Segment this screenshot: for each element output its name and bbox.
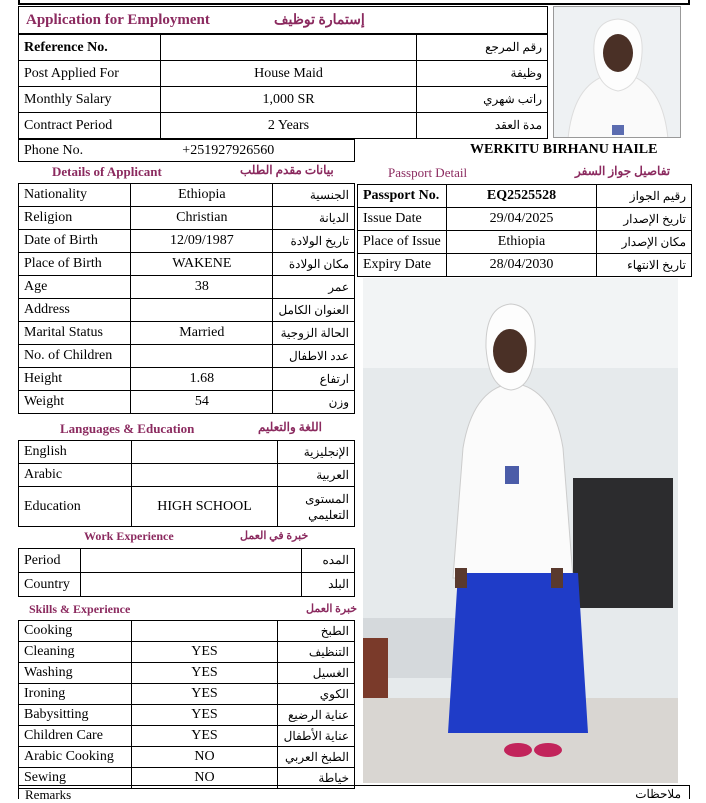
cleaning-value: YES bbox=[132, 642, 278, 663]
phone-label: Phone No. bbox=[19, 140, 103, 162]
country-value bbox=[81, 573, 302, 597]
table-row bbox=[19, 299, 355, 322]
address-label: Address bbox=[19, 299, 131, 322]
details-title-en: Details of Applicant bbox=[52, 164, 162, 179]
table-row bbox=[19, 642, 355, 663]
washing-label: Washing bbox=[19, 663, 132, 684]
passport-no-ar: رقيم الجواز bbox=[597, 185, 692, 208]
height-ar: ارتفاع bbox=[273, 368, 355, 391]
full-body-photo bbox=[363, 278, 678, 783]
table-row bbox=[19, 726, 355, 747]
passport-no-label: Passport No. bbox=[358, 185, 447, 208]
babysitting-label: Babysitting bbox=[19, 705, 132, 726]
title-en: Application for Employment bbox=[26, 12, 210, 28]
table-row bbox=[358, 208, 692, 231]
table-row bbox=[19, 464, 355, 487]
post-value: House Maid bbox=[161, 61, 417, 87]
age-label: Age bbox=[19, 276, 131, 299]
table-row bbox=[19, 345, 355, 368]
table-row bbox=[19, 391, 355, 414]
sewing-value: NO bbox=[132, 768, 278, 789]
marital-label: Marital Status bbox=[19, 322, 131, 345]
table-row bbox=[19, 276, 355, 299]
sewing-label: Sewing bbox=[19, 768, 132, 789]
title-ar: إستمارة توظيف bbox=[274, 13, 365, 28]
passport-table bbox=[357, 184, 692, 277]
address-value bbox=[131, 299, 273, 322]
nationality-value: Ethiopia bbox=[131, 184, 273, 207]
skills-title-en: Skills & Experience bbox=[29, 602, 131, 616]
table-row bbox=[19, 621, 355, 642]
religion-label: Religion bbox=[19, 207, 131, 230]
work-table bbox=[18, 548, 355, 597]
remarks-label: Remarks bbox=[25, 787, 72, 802]
issue-date-label: Issue Date bbox=[358, 208, 447, 231]
issue-date-ar: تاريخ الإصدار bbox=[597, 208, 692, 231]
dob-label: Date of Birth bbox=[19, 230, 131, 253]
table-row bbox=[19, 487, 355, 527]
contract-ar: مدة العقد bbox=[417, 113, 548, 139]
address-ar: العنوان الكامل bbox=[273, 299, 355, 322]
table-row bbox=[358, 231, 692, 254]
marital-value: Married bbox=[131, 322, 273, 345]
languages-title-en: Languages & Education bbox=[60, 421, 195, 436]
cooking-ar: الطبخ bbox=[278, 621, 355, 642]
religion-ar: الديانة bbox=[273, 207, 355, 230]
salary-label: Monthly Salary bbox=[19, 87, 161, 113]
expiry-ar: تاريخ الانتهاء bbox=[597, 254, 692, 277]
reference-ar: رقم المرجع bbox=[417, 35, 548, 61]
education-value: HIGH SCHOOL bbox=[132, 487, 278, 527]
table-row bbox=[19, 140, 355, 162]
cooking-value bbox=[132, 621, 278, 642]
country-ar: البلد bbox=[302, 573, 355, 597]
place-issue-label: Place of Issue bbox=[358, 231, 447, 254]
phone-table bbox=[18, 139, 355, 162]
children-ar: عدد الاطفال bbox=[273, 345, 355, 368]
reference-value bbox=[161, 35, 417, 61]
contract-label: Contract Period bbox=[19, 113, 161, 139]
table-row bbox=[19, 663, 355, 684]
table-row bbox=[19, 35, 548, 61]
pob-label: Place of Birth bbox=[19, 253, 131, 276]
table-row bbox=[19, 253, 355, 276]
arabic-ar: العربية bbox=[278, 464, 355, 487]
english-ar: الإنجليزية bbox=[278, 441, 355, 464]
children-label: No. of Children bbox=[19, 345, 131, 368]
top-border bbox=[18, 0, 690, 5]
childcare-label: Children Care bbox=[19, 726, 132, 747]
place-issue-ar: مكان الإصدار bbox=[597, 231, 692, 254]
salary-value: 1,000 SR bbox=[161, 87, 417, 113]
nationality-label: Nationality bbox=[19, 184, 131, 207]
table-row bbox=[19, 113, 548, 139]
salary-ar: راتب شهري bbox=[417, 87, 548, 113]
place-issue-value: Ethiopia bbox=[447, 231, 597, 254]
period-ar: المده bbox=[302, 549, 355, 573]
english-value bbox=[132, 441, 278, 464]
table-row bbox=[19, 441, 355, 464]
applicant-name: WERKITU BIRHANU HAILE bbox=[470, 142, 658, 157]
contract-value: 2 Years bbox=[161, 113, 417, 139]
childcare-ar: عناية الأطفال bbox=[278, 726, 355, 747]
table-row bbox=[19, 573, 355, 597]
remarks-ar: ملاحظات bbox=[635, 787, 681, 801]
education-ar: المستوى التعليمي bbox=[278, 487, 355, 527]
weight-ar: وزن bbox=[273, 391, 355, 414]
cooking-label: Cooking bbox=[19, 621, 132, 642]
arabic-cooking-ar: الطبخ العربي bbox=[278, 747, 355, 768]
details-table bbox=[18, 183, 355, 414]
languages-title-ar: اللغة والتعليم bbox=[258, 420, 322, 434]
post-ar: وظيفة bbox=[417, 61, 548, 87]
weight-value: 54 bbox=[131, 391, 273, 414]
ironing-value: YES bbox=[132, 684, 278, 705]
table-row bbox=[19, 747, 355, 768]
washing-value: YES bbox=[132, 663, 278, 684]
ironing-label: Ironing bbox=[19, 684, 132, 705]
cleaning-ar: التنظيف bbox=[278, 642, 355, 663]
height-label: Height bbox=[19, 368, 131, 391]
table-row bbox=[19, 368, 355, 391]
top-table bbox=[18, 34, 548, 139]
sewing-ar: خياطة bbox=[278, 768, 355, 789]
table-row bbox=[19, 322, 355, 345]
pob-ar: مكان الولادة bbox=[273, 253, 355, 276]
languages-table bbox=[18, 440, 355, 527]
period-label: Period bbox=[19, 549, 81, 573]
skills-table bbox=[18, 620, 355, 789]
work-title-ar: خبرة في العمل bbox=[240, 530, 309, 542]
expiry-label: Expiry Date bbox=[358, 254, 447, 277]
age-ar: عمر bbox=[273, 276, 355, 299]
post-label: Post Applied For bbox=[19, 61, 161, 87]
table-row bbox=[19, 230, 355, 253]
age-value: 38 bbox=[131, 276, 273, 299]
washing-ar: الغسيل bbox=[278, 663, 355, 684]
table-row bbox=[358, 254, 692, 277]
work-title-en: Work Experience bbox=[84, 529, 174, 543]
table-row bbox=[19, 87, 548, 113]
table-row bbox=[19, 61, 548, 87]
babysitting-value: YES bbox=[132, 705, 278, 726]
reference-label: Reference No. bbox=[19, 35, 161, 61]
english-label: English bbox=[19, 441, 132, 464]
religion-value: Christian bbox=[131, 207, 273, 230]
arabic-cooking-value: NO bbox=[132, 747, 278, 768]
dob-value: 12/09/1987 bbox=[131, 230, 273, 253]
expiry-value: 28/04/2030 bbox=[447, 254, 597, 277]
table-row bbox=[19, 684, 355, 705]
arabic-label: Arabic bbox=[19, 464, 132, 487]
nationality-ar: الجنسية bbox=[273, 184, 355, 207]
remarks-row bbox=[18, 785, 690, 802]
childcare-value: YES bbox=[132, 726, 278, 747]
header-box bbox=[18, 6, 548, 34]
pob-value: WAKENE bbox=[131, 253, 273, 276]
table-row bbox=[358, 185, 692, 208]
babysitting-ar: عناية الرضيع bbox=[278, 705, 355, 726]
table-row bbox=[19, 549, 355, 573]
portrait-illustration bbox=[554, 7, 681, 138]
table-row bbox=[19, 705, 355, 726]
period-value bbox=[81, 549, 302, 573]
marital-ar: الحالة الزوجية bbox=[273, 322, 355, 345]
passport-title-ar: تفاصيل جواز السفر bbox=[575, 164, 671, 178]
arabic-cooking-label: Arabic Cooking bbox=[19, 747, 132, 768]
details-title-ar: بيانات مقدم الطلب bbox=[240, 163, 334, 177]
country-label: Country bbox=[19, 573, 81, 597]
cleaning-label: Cleaning bbox=[19, 642, 132, 663]
portrait-photo bbox=[553, 6, 681, 138]
skills-title-ar: خبرة العمل bbox=[306, 603, 358, 615]
phone-value: +251927926560 bbox=[103, 140, 355, 162]
children-value bbox=[131, 345, 273, 368]
height-value: 1.68 bbox=[131, 368, 273, 391]
ironing-ar: الكوي bbox=[278, 684, 355, 705]
issue-date-value: 29/04/2025 bbox=[447, 208, 597, 231]
passport-title-en: Passport Detail bbox=[388, 165, 468, 180]
table-row bbox=[19, 207, 355, 230]
weight-label: Weight bbox=[19, 391, 131, 414]
table-row bbox=[19, 184, 355, 207]
passport-no-value: EQ2525528 bbox=[447, 185, 597, 208]
full-body-illustration bbox=[363, 278, 678, 783]
dob-ar: تاريخ الولادة bbox=[273, 230, 355, 253]
arabic-value bbox=[132, 464, 278, 487]
education-label: Education bbox=[19, 487, 132, 527]
